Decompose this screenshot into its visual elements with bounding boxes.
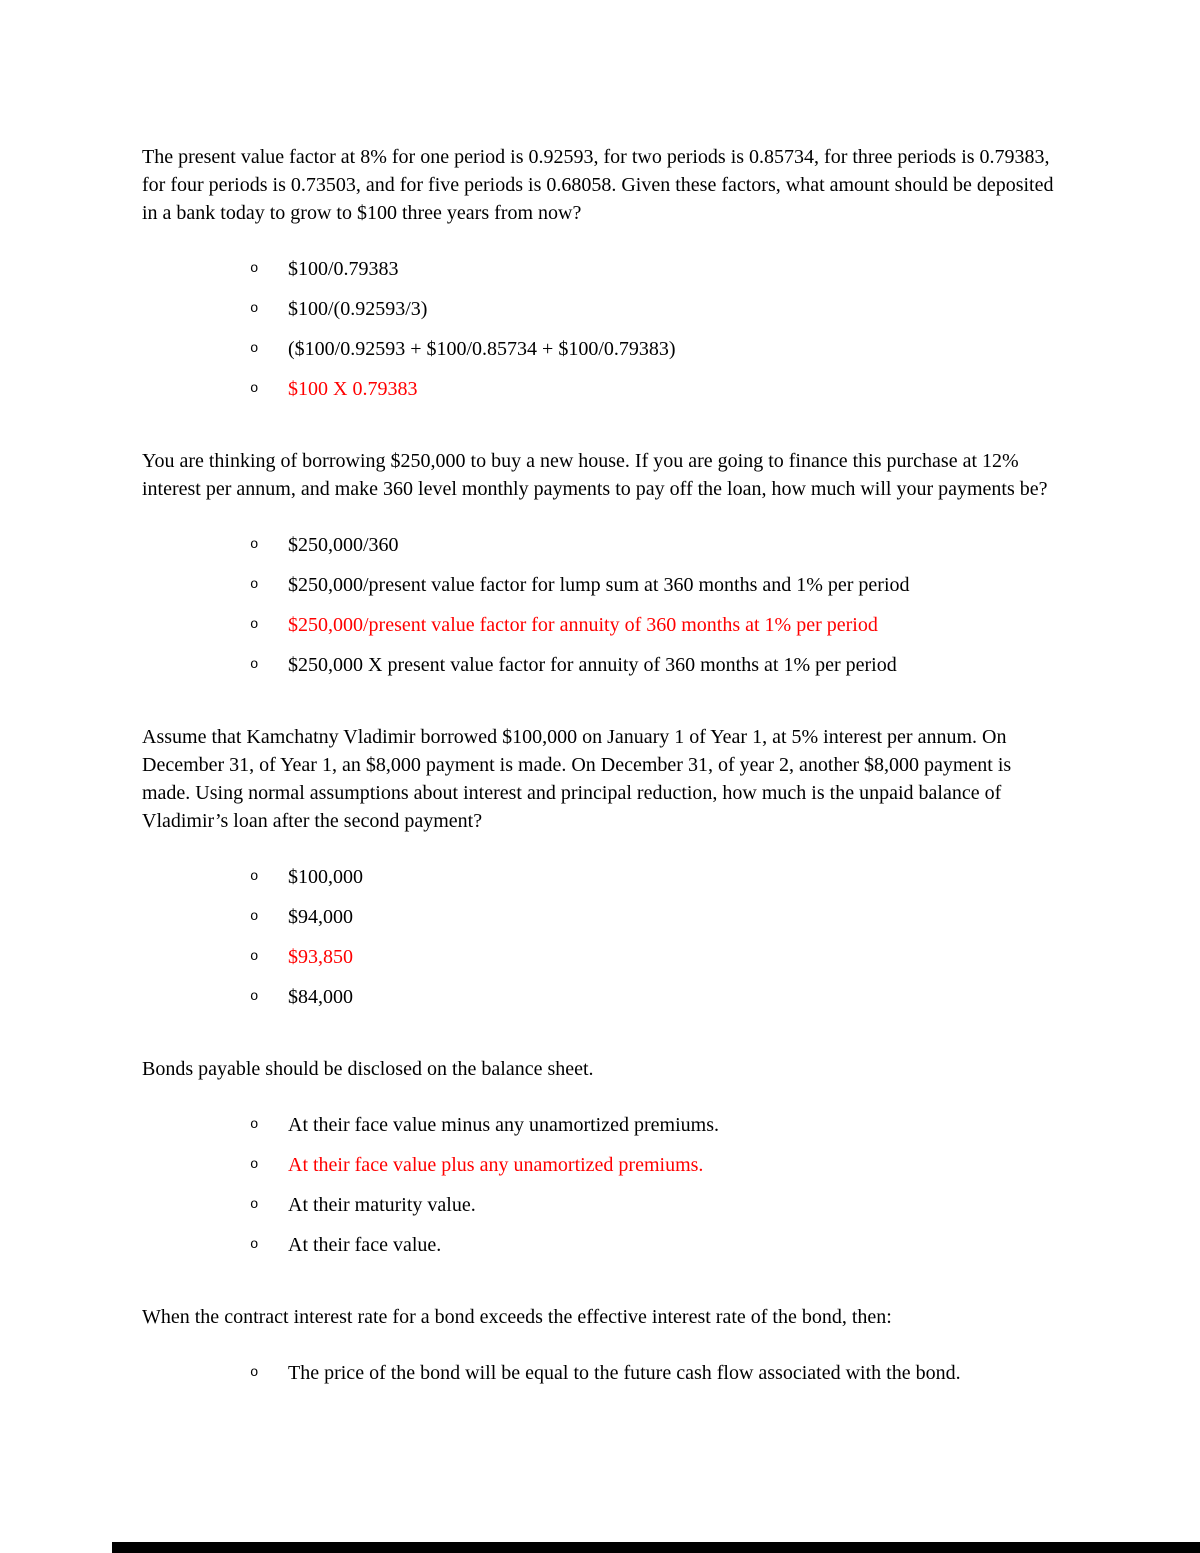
question-block: [142, 143, 1058, 403]
option-text: $100/0.79383: [288, 258, 399, 280]
option-text: At their maturity value.: [288, 1194, 476, 1216]
option-text: $250,000/present value factor for lump sum at 360 months and 1% per period: [288, 574, 910, 596]
option-bullet-icon: o: [250, 989, 259, 1005]
option-bullet-icon: o: [250, 381, 259, 397]
option-text: $84,000: [288, 986, 353, 1008]
option-bullet-icon: o: [250, 869, 259, 885]
option-row: [250, 943, 1058, 971]
option-text: ($100/0.92593 + $100/0.85734 + $100/0.79383): [288, 338, 676, 360]
option-text: $250,000/360: [288, 534, 399, 556]
option-row: [250, 1359, 1058, 1387]
option-bullet-icon: o: [250, 657, 259, 673]
option-row: [250, 983, 1058, 1011]
option-row: [250, 571, 1058, 599]
question-block: [142, 723, 1058, 1011]
options-list: [142, 255, 1058, 403]
option-bullet-icon: o: [250, 1197, 259, 1213]
option-bullet-icon: o: [250, 261, 259, 277]
question-text: Assume that Kamchatny Vladimir borrowed $100,000 on January 1 of Year 1, at 5% interest per annum. On December 31, of Year 1, an $8,000 payment is made. On December 31, of year 2, another $8,000 payment is made. Using normal assumptions about interest and principal reduction, how much is the unpaid balance of Vladimir’s loan after the second payment?: [142, 726, 1012, 832]
option-bullet-icon: o: [250, 909, 259, 925]
option-row: [250, 295, 1058, 323]
option-row: [250, 1231, 1058, 1259]
page-bottom-edge: [112, 1542, 1200, 1553]
option-text: $93,850: [288, 946, 353, 968]
options-list: [142, 1359, 1058, 1387]
option-text: At their face value.: [288, 1234, 442, 1256]
options-list: [142, 531, 1058, 679]
question-block: [142, 447, 1058, 679]
option-text: The price of the bond will be equal to the future cash flow associated with the bond.: [288, 1362, 961, 1384]
option-bullet-icon: o: [250, 577, 259, 593]
option-text: At their face value minus any unamortized premiums.: [288, 1114, 719, 1136]
option-row: [250, 611, 1058, 639]
question-text: When the contract interest rate for a bond exceeds the effective interest rate of the bond, then:: [142, 1306, 892, 1328]
option-text: $94,000: [288, 906, 353, 928]
option-text: $250,000/present value factor for annuity of 360 months at 1% per period: [288, 614, 878, 636]
option-bullet-icon: o: [250, 537, 259, 553]
question-text: The present value factor at 8% for one period is 0.92593, for two periods is 0.85734, for three periods is 0.79383, for four periods is 0.73503, and for five periods is 0.68058. Given these factors, what amount should be deposited in a bank today to grow to $100 three years from now?: [142, 146, 1054, 224]
option-row: [250, 1111, 1058, 1139]
option-row: [250, 651, 1058, 679]
option-row: [250, 255, 1058, 283]
option-bullet-icon: o: [250, 1237, 259, 1253]
option-bullet-icon: o: [250, 1157, 259, 1173]
option-bullet-icon: o: [250, 1365, 259, 1381]
option-row: [250, 335, 1058, 363]
option-bullet-icon: o: [250, 949, 259, 965]
option-row: [250, 903, 1058, 931]
option-row: [250, 375, 1058, 403]
option-bullet-icon: o: [250, 341, 259, 357]
options-list: [142, 863, 1058, 1011]
question-text: You are thinking of borrowing $250,000 to buy a new house. If you are going to finance this purchase at 12% interest per annum, and make 360 level monthly payments to pay off the loan, how much will your payments be?: [142, 450, 1048, 500]
option-text: $250,000 X present value factor for annuity of 360 months at 1% per period: [288, 654, 897, 676]
option-text: $100,000: [288, 866, 363, 888]
option-bullet-icon: o: [250, 301, 259, 317]
question-text: Bonds payable should be disclosed on the balance sheet.: [142, 1058, 594, 1080]
question-block: [142, 1303, 1058, 1387]
option-text: $100/(0.92593/3): [288, 298, 428, 320]
option-row: [250, 531, 1058, 559]
options-list: [142, 1111, 1058, 1259]
option-row: [250, 863, 1058, 891]
option-bullet-icon: o: [250, 617, 259, 633]
option-row: [250, 1191, 1058, 1219]
option-row: [250, 1151, 1058, 1179]
option-bullet-icon: o: [250, 1117, 259, 1133]
option-text: $100 X 0.79383: [288, 378, 418, 400]
option-text: At their face value plus any unamortized premiums.: [288, 1154, 704, 1176]
question-block: [142, 1055, 1058, 1259]
